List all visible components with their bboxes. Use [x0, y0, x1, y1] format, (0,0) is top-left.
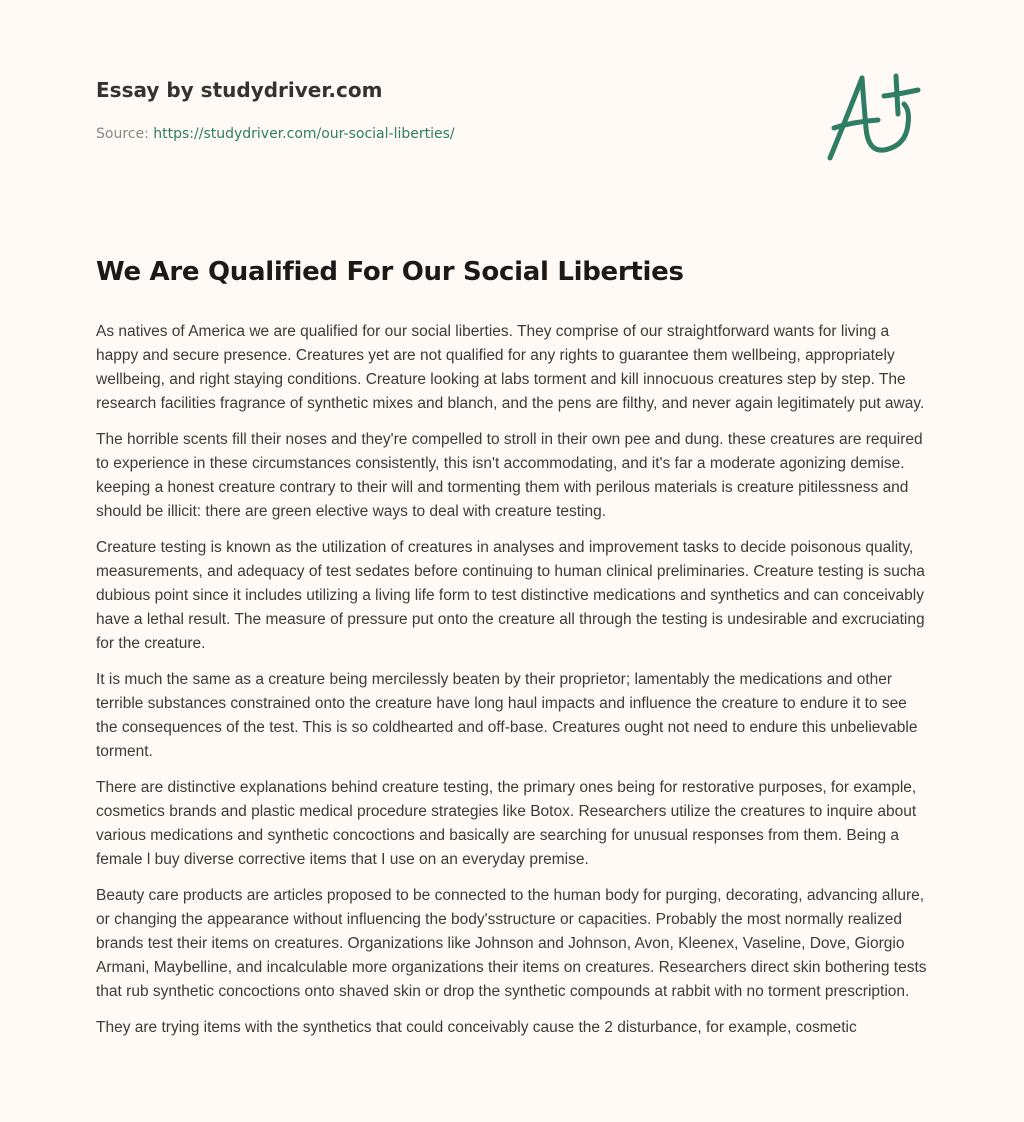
essay-paragraph: They are trying items with the synthetics that could conceivably cause the 2 disturbance, for example, cosmetic — [96, 1019, 857, 1036]
essay-title: We Are Qualified For Our Social Liberties — [96, 257, 684, 287]
essay-paragraph: As natives of America we are qualified for our social liberties. They comprise of our straightforward wants for living a happy and secure presence. Creatures yet are not qualified for any rights to guarantee them wellbeing, appropriately wellbeing, and right staying conditions. Creature looking at labs torment and kill innocuous creatures step by step. The research facilities fragrance of synthetic mixes and blanch, and the pens are filthy, and never again legitimately put away. — [96, 323, 925, 412]
source-link[interactable]: https://studydriver.com/our-social-liberties/ — [153, 126, 455, 142]
source-line — [96, 124, 936, 144]
essay-paragraph: Creature testing is known as the utilization of creatures in analyses and improvement tasks to decide poisonous quality, measurements, and adequacy of test sedates before continuing to human clinical preliminaries. Creature testing is sucha dubious point since it includes utilizing a living life form to test distinctive medications and synthetics and can conceivably have a lethal result. The measure of pressure put onto the creature all through the testing is undesirable and excruciating for the creature. — [96, 539, 925, 652]
essay-paragraph: Beauty care products are articles proposed to be connected to the human body for purging, decorating, advancing allure, or changing the appearance without influencing the body'sstructure or capacities. Probably the most normally realized brands test their items on creatures. Organizations like Johnson and Johnson, Avon, Kleenex, Vaseline, Dove, Giorgio Armani, Maybelline, and incalculable more organizations their items on creatures. Researchers direct skin bothering tests that rub synthetic concoctions onto shaved skin or drop the synthetic compounds at rabbit with no torment prescription. — [96, 887, 927, 1000]
a-plus-grade-icon — [822, 66, 932, 166]
source-label: Source: — [96, 126, 154, 142]
essay-paragraph: The horrible scents fill their noses and they're compelled to stroll in their own pee and dung. these creatures are required to experience in these circumstances consistently, this isn't accommodating, and it's far a moderate agonizing demise. keeping a honest creature contrary to their will and tormenting them with perilous materials is creature pitilessness and should be illicit: there are green elective ways to deal with creature testing. — [96, 431, 923, 520]
page-header — [96, 76, 936, 144]
essay-paragraph: It is much the same as a creature being mercilessly beaten by their proprietor; lamentably the medications and other terrible substances constrained onto the creature have long haul impacts and influence the creature to endure it to see the consequences of the test. This is so coldhearted and off-base. Creatures ought not need to endure this unbelievable torment. — [96, 671, 918, 760]
logo-svg — [822, 66, 932, 166]
essay-body — [96, 320, 932, 1052]
essay-paragraph: There are distinctive explanations behind creature testing, the primary ones being for restorative purposes, for example, cosmetics brands and plastic medical procedure strategies like Botox. Researchers utilize the creatures to inquire about various medications and synthetic concoctions and basically are searching for unusual responses from them. Being a female l buy diverse corrective items that I use on an everyday premise. — [96, 779, 917, 868]
site-title: Essay by studydriver.com — [96, 78, 383, 102]
